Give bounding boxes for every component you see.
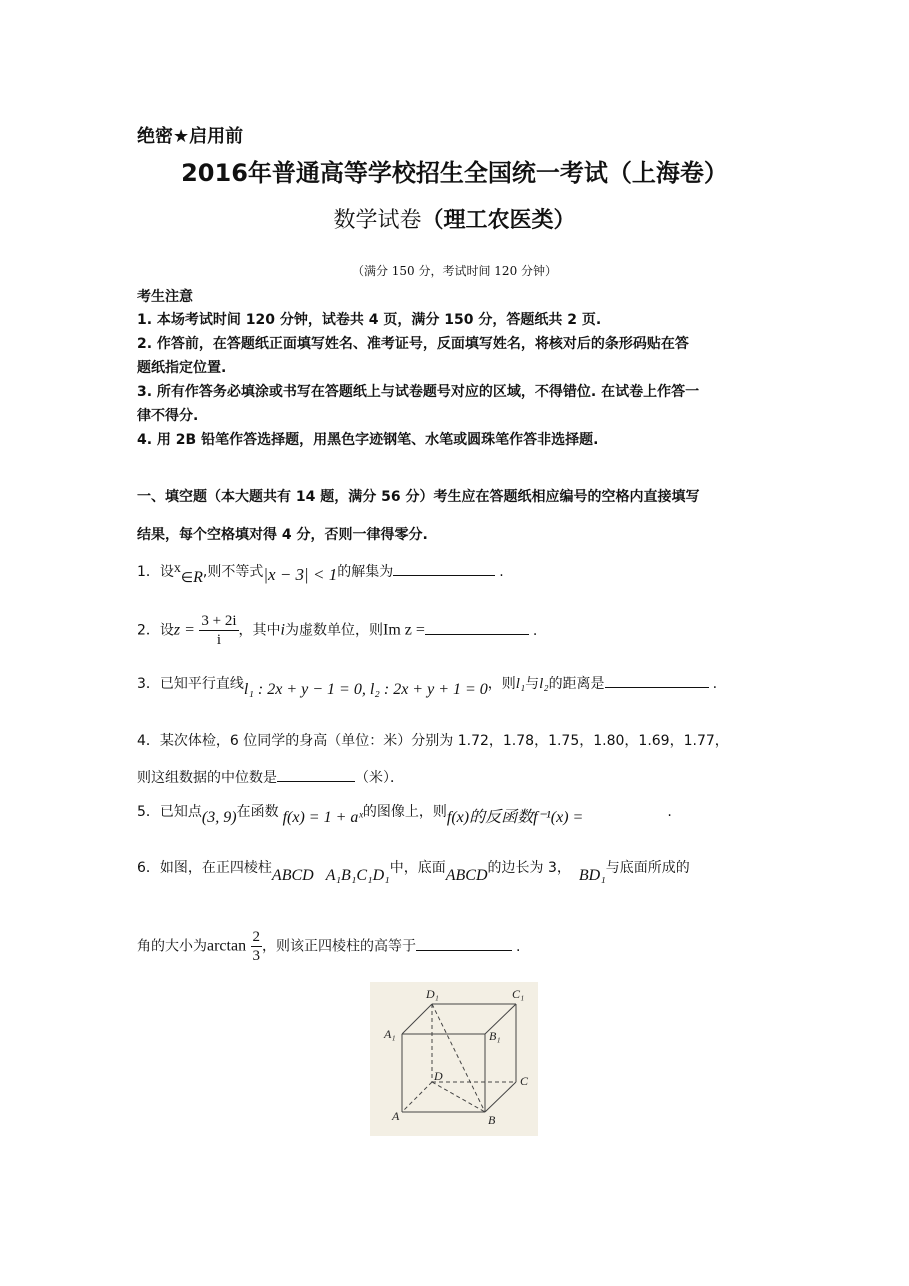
subtitle-category: （理工农医类）: [421, 208, 576, 233]
page-subtitle: [0, 203, 909, 234]
notice-item: 3. 所有作答务必填涂或书写在答题纸上与试卷题号对应的区域，不得错位. 在试卷上作答一: [137, 384, 700, 400]
fraction: $\frac{2}{3}$: [252, 929, 261, 964]
answer-blank[interactable]: [277, 766, 355, 782]
label-d: D: [434, 1069, 443, 1083]
question-1: 1．设x∈R,则不等式|x − 3| < 1的解集为 .: [137, 561, 504, 586]
question-4: 4．某次体检，6 位同学的身高（单位：米）分别为 1.72，1.78，1.75，1.80，1.69，1.77，: [137, 733, 729, 749]
fraction: $\frac{3 + 2i}{i}$: [201, 613, 237, 648]
prism-figure: [370, 982, 538, 1136]
question-3: 3．已知平行直线l₁ : 2x + y − 1 = 0, l₂ : 2x + y + 1 = 0，则l₁与l₂的距离是 .: [137, 672, 717, 699]
question-6-cont: 角的大小为arctan $\frac{2}{3}$ ，则该正四棱柱的高等于 .: [137, 929, 521, 964]
section-heading-cont: 结果，每个空格填对得 4 分，否则一律得零分.: [137, 527, 428, 543]
label-a1: A₁: [384, 1027, 396, 1041]
confidential-mark: 绝密★启用前: [137, 126, 244, 147]
answer-blank[interactable]: [605, 672, 709, 688]
label-c1: C₁: [512, 987, 525, 1001]
label-b: B: [488, 1113, 496, 1127]
label-a: A: [392, 1109, 400, 1123]
section-heading: 一、填空题（本大题共有 14 题，满分 56 分）考生应在答题纸相应编号的空格内直接填写: [137, 489, 700, 505]
notice-item: 4. 用 2B 铅笔作答选择题，用黑色字迹钢笔、水笔或圆珠笔作答非选择题.: [137, 432, 599, 448]
notice-item: 2. 作答前，在答题纸正面填写姓名、准考证号，反面填写姓名，将核对后的条形码贴在答: [137, 336, 689, 352]
notice-item: 1. 本场考试时间 120 分钟，试卷共 4 页，满分 150 分，答题纸共 2 页.: [137, 312, 602, 328]
subtitle-main: 数学试卷: [333, 208, 422, 233]
label-c: C: [520, 1074, 529, 1088]
notice-item: 题纸指定位置.: [137, 360, 227, 376]
notice-item: 律不得分.: [137, 408, 199, 424]
exam-info: （满分 150 分，考试时间 120 分钟）: [351, 264, 558, 278]
answer-blank[interactable]: [425, 619, 529, 635]
answer-blank[interactable]: [393, 560, 495, 576]
answer-blank[interactable]: [416, 935, 512, 951]
page-title: 2016年普通高等学校招生全国统一考试（上海卷）: [181, 159, 728, 187]
inequality: |x − 3| < 1: [263, 565, 338, 584]
line-equations: l₁ : 2x + y − 1 = 0, l₂ : 2x + y + 1 = 0: [243, 681, 488, 698]
question-5: 5．已知点(3, 9)在函数 f(x) = 1 + aˣ的图像上，则f(x)的反函数f⁻¹(x) = .: [137, 804, 672, 826]
question-6: 6．如图，在正四棱柱ABCD A₁B₁C₁D₁中，底面ABCD的边长为 3， BD₁与底面所成的: [137, 860, 690, 884]
question-2: 2．设z = $\frac{3 + 2i}{i}$ ，其中i为虚数单位，则Im z = .: [137, 613, 538, 648]
notice-heading: 考生注意: [137, 289, 193, 305]
label-d1: D₁: [426, 987, 439, 1001]
question-4-cont: 则这组数据的中位数是 （米）．: [137, 766, 404, 787]
label-b1: B₁: [489, 1029, 501, 1043]
